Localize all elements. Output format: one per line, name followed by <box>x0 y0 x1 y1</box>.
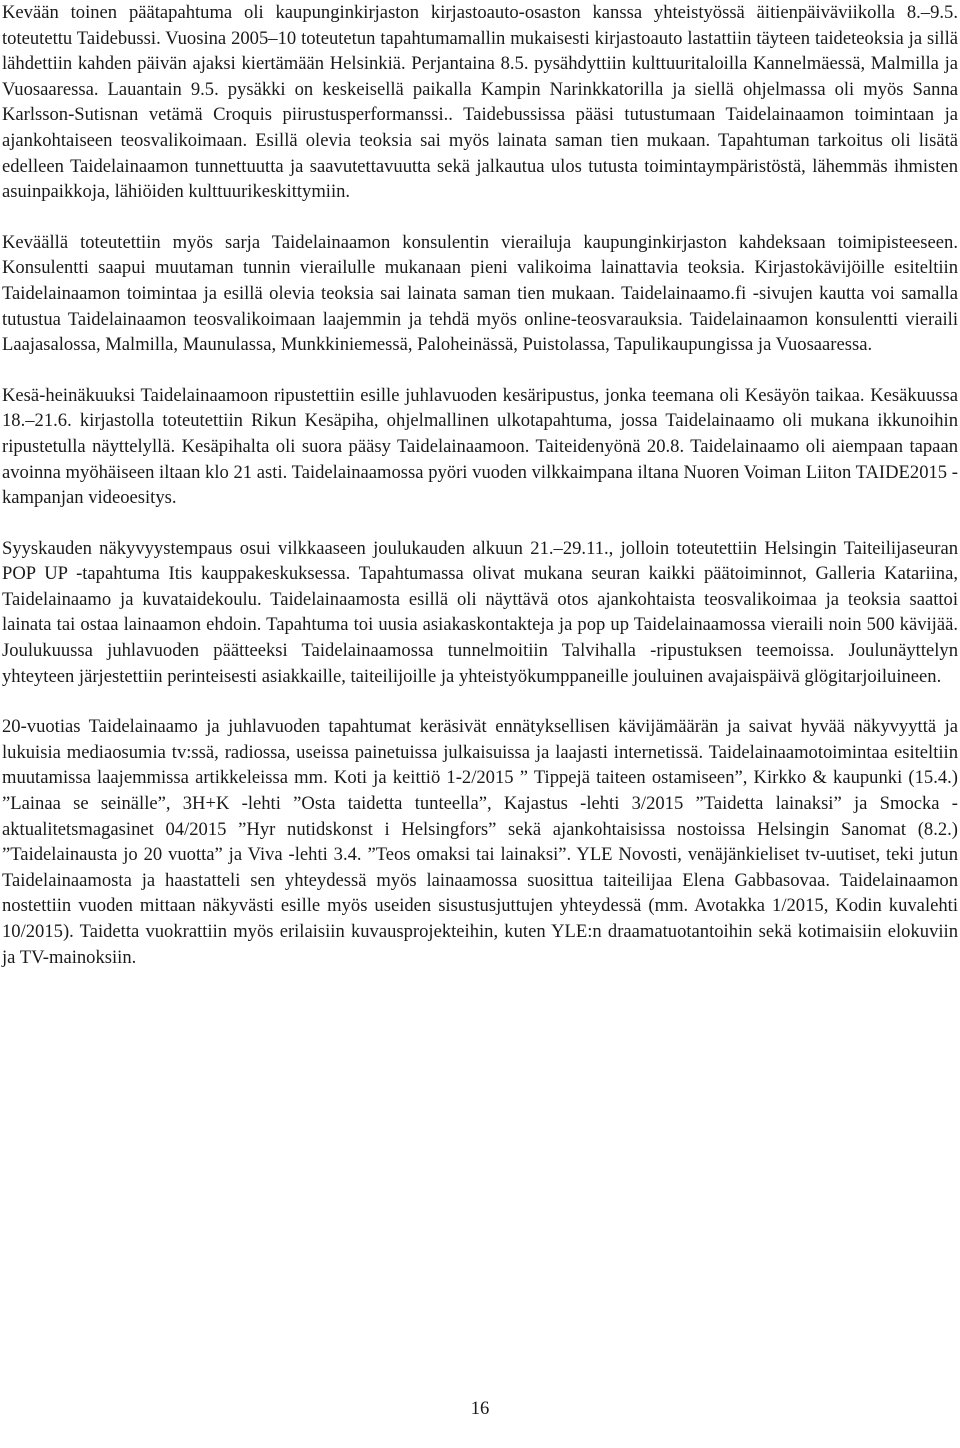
paragraph-pop-up-tapahtuma: Syyskauden näkyvyystempaus osui vilkkaaseen joulukauden alkuun 21.–29.11., jolloin toteutettiin Helsingin Taiteilijaseuran POP UP -tapahtuma Itis kauppakeskuksessa. Tapahtumassa olivat mukana seuran kaikki päätoiminnot, Galleria Katariina, Taidelainaamo ja kuvataidekoulu. Taidelainaamosta esillä oli näyttävä otos ajankohtaista teosvalikoimaa ja teoksia saattoi lainata tai ostaa lainaamon ehdoin. Tapahtuma toi uusia asiakaskontakteja ja pop up Taidelainaamossa vieraili noin 500 kävijää. Joulukuussa juhlavuoden päätteeksi Taidelainaamossa tunnelmoitiin Talvihalla -ripustuksen teemoissa. Joulunäyttelyn yhteyteen järjestettiin perinteisesti asiakkaille, taiteilijoille ja yhteistyökumppaneille jouluinen avajaispäivä glögitarjoiluineen. <box>2 537 958 687</box>
page-number: 16 <box>470 1398 490 1419</box>
paragraph-kesaripustus: Kesä-heinäkuuksi Taidelainaamoon ripustettiin esille juhlavuoden kesäripustus, jonka teemana oli Kesäyön taikaa. Kesäkuussa 18.–21.6. kirjastolla toteutettiin Rikun Kesäpiha, ohjelmallinen ulkotapahtuma, jossa Taidelainaamo oli mukana ikkunoihin ripustetulla näyttelyllä. Kesäpihalta oli suora pääsy Taidelainaamoon. Taiteidenyönä 20.8. Taidelainaamo oli aiempaan tapaan avoinna myöhäiseen iltaan klo 21 asti. Taidelainaamossa pyöri vuoden vilkkaimpana iltana Nuoren Voiman Liiton TAIDE2015 -kampanjan videoesitys. <box>2 384 958 509</box>
paragraph-media-nakyvyys: 20-vuotias Taidelainaamo ja juhlavuoden tapahtumat keräsivät ennätyksellisen kävijämäärän ja saivat hyvää näkyvyyttä ja lukuisia mediaosumia tv:ssä, radiossa, useissa painetuissa julkaisuissa ja laajasti internetissä. Taidelainaamotoimintaa esiteltiin muutamissa laajemmissa artikkeleissa mm. Koti ja keittiö 1-2/2015 ” Tippejä taiteen ostamiseen”, Kirkko & kaupunki (15.4.) ”Lainaa se seinälle”, 3H+K -lehti ”Osta taidetta tunteella”, Kajastus -lehti 3/2015 ”Taidetta lainaksi” ja Smocka -aktualitetsmagasinet 04/2015 ”Hyr nutidskonst i Helsingfors” sekä ajankohtaisissa nostoissa Helsingin Sanomat (8.2.) ”Taidelainausta jo 20 vuotta” ja Viva -lehti 3.4. ”Teos omaksi tai lainaksi”. YLE Novosti, venäjänkieliset tv-uutiset, teki jutun Taidelainaamosta ja haastatteli sen yhteydessä myös lainaamossa suosittua taiteilijaa Elena Gabbasovaa. Taidelainaamon nostettiin vuoden mittaan näkyvästi esille myös useiden sisustusjuttujen yhteydessä (mm. Avotakka 1/2015, Kodin kuvalehti 10/2015). Taidetta vuokrattiin myös erilaisiin kuvausprojekteihin, kuten YLE:n draamatuotantoihin sekä kotimaisiin elokuviin ja TV-mainoksiin. <box>2 716 958 968</box>
paragraph-konsulentti-vierailut: Keväällä toteutettiin myös sarja Taidelainaamon konsulentin vierailuja kaupunginkirjaston kahdeksaan toimipisteeseen. Konsulentti saapui muutaman tunnin vierailulle mukanaan pieni valikoima lainattavia teoksia. Kirjastokävijöille esiteltiin Taidelainaamon toimintaa ja esillä olevia teoksia sai lainata saman tien mukaan. Taidelainaamo.fi -sivujen kautta voi samalla tutustua Taidelainaamon teosvalikoimaan laajemmin ja tehdä myös online-teosvarauksia. Taidelainaamon konsulentti vieraili Laajasalossa, Malmilla, Maunulassa, Munkkiniemessä, Paloheinässä, Puistolassa, Tapulikaupungissa ja Vuosaaressa. <box>2 231 958 356</box>
document-body <box>2 0 958 995</box>
paragraph-taidebussi: Kevään toinen päätapahtuma oli kaupunginkirjaston kirjastoauto-osaston kanssa yhteistyössä äitienpäiväviikolla 8.–9.5. toteutettu Taidebussi. Vuosina 2005–10 toteutetun tapahtumamallin mukaisesti kirjastoauto lastattiin täyteen taideteoksia ja sillä lähdettiin kahden päivän ajaksi kiertämään Helsinkiä. Perjantaina 8.5. pysähdyttiin kulttuuritaloilla Kannelmäessä, Malmilla ja Vuosaaressa. Lauantain 9.5. pysäkki on keskeisellä paikalla Kampin Narinkkatorilla ja siellä ohjelmassa oli myös Sanna Karlsson-Sutisnan vetämä Croquis piirustusperformanssi.. Taidebussissa pääsi tutustumaan Taidelainaamon toimintaan ja ajankohtaiseen teosvalikoimaan. Esillä olevia teoksia sai myös lainata saman tien mukaan. Tapahtuman tarkoitus oli lisätä edelleen Taidelainaamon tunnettuutta ja saavutettavuutta sekä jalkautua ulos tutusta toimintaympäristöstä, lähemmäs ihmisten asuinpaikkoja, lähiöiden kulttuurikeskittymiin. <box>2 2 958 203</box>
